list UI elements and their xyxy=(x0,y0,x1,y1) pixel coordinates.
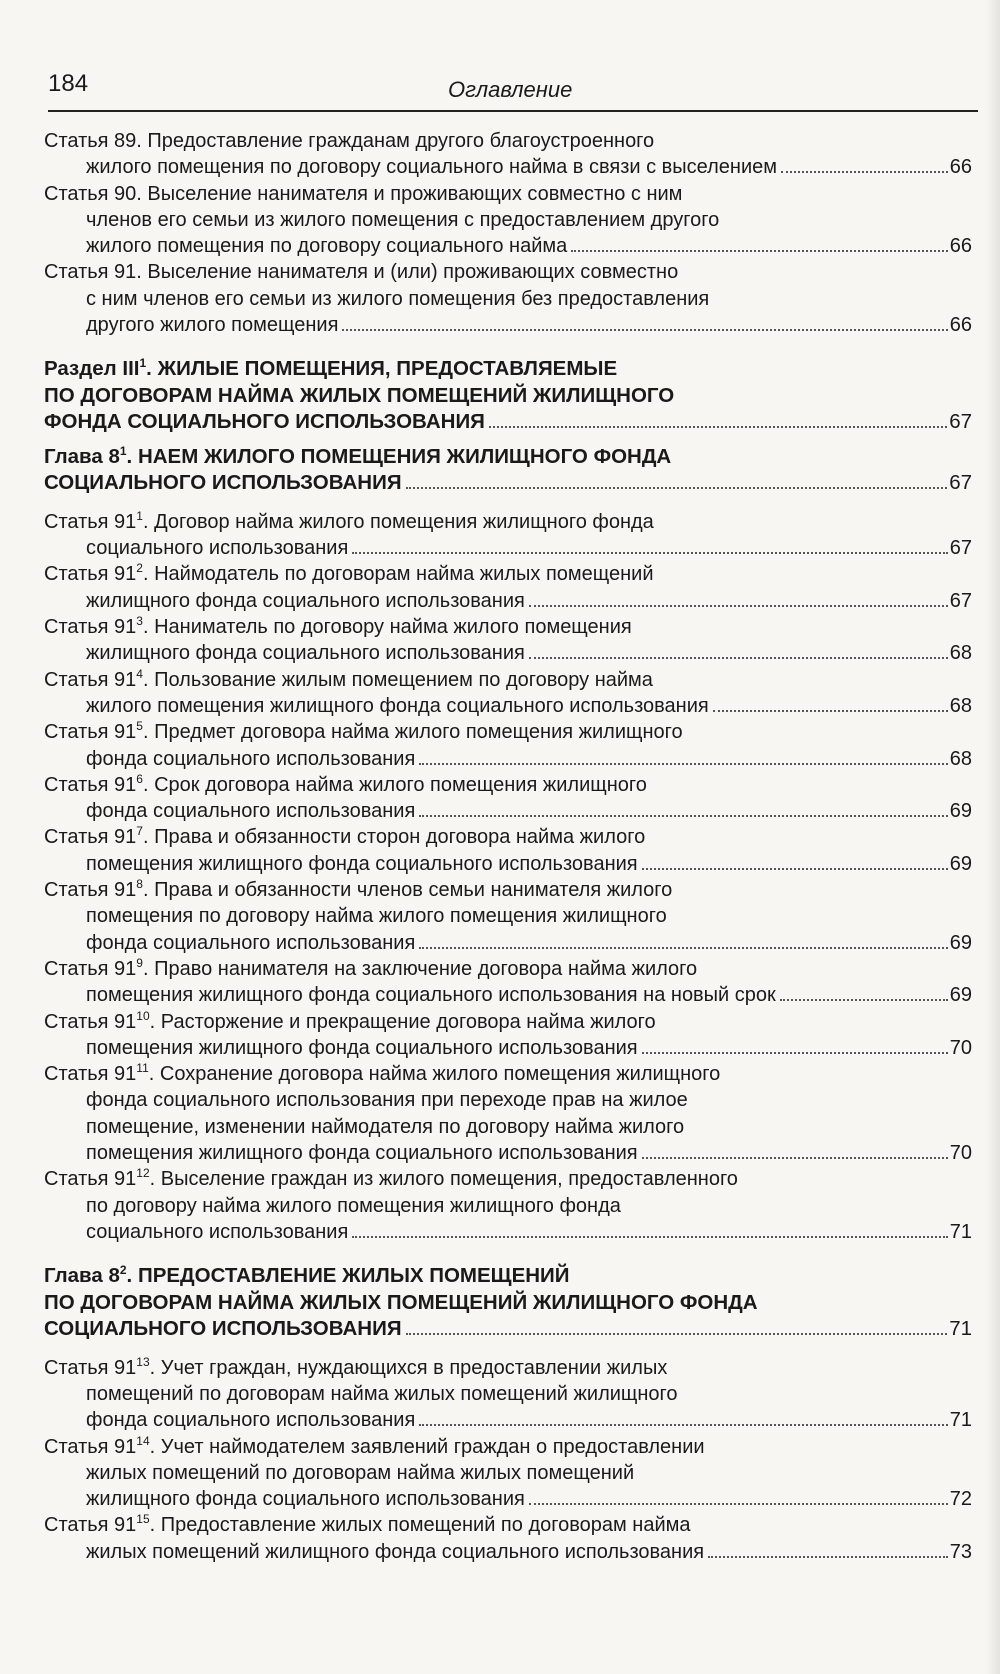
page-ref[interactable]: 66 xyxy=(949,235,972,258)
entry-title-line: Права и обязанности членов семьи нанимателя жилого xyxy=(154,879,673,902)
toc-line xyxy=(44,383,972,410)
entry-title-line: помещения по договору найма жилого помещения жилищного xyxy=(86,905,667,928)
toc-line xyxy=(44,693,972,719)
entry-number: Статья $91^{11}$. xyxy=(44,1061,160,1086)
toc-entry[interactable] xyxy=(44,1061,972,1166)
entry-title-line: ПО ДОГОВОРАМ НАЙМА ЖИЛЫХ ПОМЕЩЕНИЙ ЖИЛИЩНОГО ФОНДА xyxy=(44,1290,758,1314)
toc-line xyxy=(44,746,972,772)
entry-title-line: членов его семьи из жилого помещения с предоставлением другого xyxy=(86,208,720,231)
toc-line xyxy=(44,207,972,233)
entry-superscript: 11 xyxy=(136,1061,149,1076)
page-ref[interactable]: 67 xyxy=(949,410,972,434)
toc-line xyxy=(44,930,972,956)
entry-title-line: по договору найма жилого помещения жилищного фонда xyxy=(86,1194,621,1217)
entry-superscript: 15 xyxy=(136,1512,150,1527)
entry-title-line: жилищного фонда социального использования xyxy=(86,1488,525,1511)
toc-line xyxy=(44,903,972,929)
toc-line xyxy=(44,181,972,207)
entry-number: Глава $8^2$. xyxy=(44,1263,138,1288)
page-ref[interactable]: 69 xyxy=(949,800,972,823)
entry-title-line: ПО ДОГОВОРАМ НАЙМА ЖИЛЫХ ПОМЕЩЕНИЙ ЖИЛИЩНОГО xyxy=(44,383,675,407)
toc-line xyxy=(44,1140,972,1166)
toc-line xyxy=(44,561,972,587)
entry-number: Статья $91^{13}$. xyxy=(44,1354,161,1379)
toc-line xyxy=(44,312,972,338)
entry-number: Статья 89. xyxy=(44,130,148,152)
toc-line xyxy=(44,1407,972,1433)
toc-line xyxy=(44,956,972,982)
toc-line xyxy=(44,982,972,1008)
entry-superscript: 12 xyxy=(136,1166,150,1181)
toc-line xyxy=(44,154,972,180)
dot-leader xyxy=(529,657,948,659)
entry-title-line: помещения жилищного фонда социального использования на новый срок xyxy=(86,984,776,1007)
entry-title-line: помещения жилищного фонда социального использования xyxy=(86,1142,638,1164)
page-ref[interactable]: 66 xyxy=(949,156,972,179)
toc-line xyxy=(44,128,972,154)
toc-entry[interactable] xyxy=(44,614,972,667)
entry-title-line: Наймодатель по договорам найма жилых помещений xyxy=(154,563,654,586)
entry-title-line: ФОНДА СОЦИАЛЬНОГО ИСПОЛЬЗОВАНИЯ xyxy=(44,410,485,434)
entry-title-line: Договор найма жилого помещения жилищного фонда xyxy=(154,510,654,533)
entry-title-line: Пользование жилым помещением по договору найма xyxy=(154,668,653,691)
entry-title-line: с ним членов его семьи из жилого помещения без предоставления xyxy=(86,287,710,310)
toc-entry[interactable] xyxy=(44,1434,972,1513)
entry-superscript: 7 xyxy=(136,824,143,839)
dot-leader xyxy=(419,1424,947,1426)
entry-title-line: ПРЕДОСТАВЛЕНИЕ ЖИЛЫХ ПОМЕЩЕНИЙ xyxy=(137,1264,570,1288)
toc-line xyxy=(44,286,972,312)
entry-number: Статья $91^5$. xyxy=(44,719,155,744)
entry-title-line: СОЦИАЛЬНОГО ИСПОЛЬЗОВАНИЯ xyxy=(44,471,402,495)
toc-line xyxy=(44,851,972,877)
dot-leader xyxy=(529,605,948,607)
dot-leader xyxy=(419,763,947,765)
entry-title-line: Наниматель по договору найма жилого помещения xyxy=(154,616,632,639)
entry-superscript: 4 xyxy=(136,666,143,681)
entry-number: Статья $91^7$. xyxy=(44,824,155,849)
page-ref[interactable]: 70 xyxy=(949,1142,972,1164)
dot-leader xyxy=(642,1157,948,1159)
toc-entry[interactable] xyxy=(44,1355,972,1434)
toc-line xyxy=(44,667,972,693)
toc-line xyxy=(44,1434,972,1460)
entry-number: Глава $8^1$. xyxy=(44,443,138,468)
toc-line xyxy=(44,798,972,824)
toc-line xyxy=(44,535,972,561)
toc-line xyxy=(44,1219,972,1245)
toc-line xyxy=(44,1539,972,1565)
dot-leader xyxy=(489,426,947,428)
entry-title-line: Срок договора найма жилого помещения жилищного xyxy=(154,773,647,796)
dot-leader xyxy=(419,947,947,949)
toc-heading[interactable] xyxy=(44,356,972,436)
entry-number: Статья $91^8$. xyxy=(44,877,155,902)
entry-title-line: Выселение нанимателя и (или) проживающих совместно xyxy=(147,261,679,284)
toc-line xyxy=(44,444,972,471)
toc-line xyxy=(44,409,972,436)
entry-superscript: 10 xyxy=(136,1008,150,1023)
entry-title-line: социального использования xyxy=(86,1220,349,1243)
entry-number: Статья $91^3$. xyxy=(44,614,155,639)
entry-superscript: 6 xyxy=(136,771,143,786)
toc-line xyxy=(44,259,972,285)
entry-title-line: НАЕМ ЖИЛОГО ПОМЕЩЕНИЯ ЖИЛИЩНОГО ФОНДА xyxy=(137,444,672,468)
entry-superscript: 8 xyxy=(136,877,143,892)
dot-leader xyxy=(708,1556,948,1558)
entry-title-line: Учет граждан, нуждающихся в предоставлении жилых xyxy=(160,1356,668,1379)
dot-leader xyxy=(352,1236,947,1238)
entry-title-line: ЖИЛЫЕ ПОМЕЩЕНИЯ, ПРЕДОСТАВЛЯЕМЫЕ xyxy=(157,357,618,381)
page-ref[interactable]: 70 xyxy=(949,1036,972,1059)
entry-title-line: жилищного фонда социального использования xyxy=(86,589,525,612)
toc-entry[interactable] xyxy=(44,1166,972,1245)
toc-line xyxy=(44,877,972,903)
page-ref[interactable]: 67 xyxy=(949,471,972,495)
entry-number: Статья $91^6$. xyxy=(44,771,155,796)
toc-entry[interactable] xyxy=(44,1512,972,1565)
dot-leader xyxy=(419,815,947,817)
toc-line xyxy=(44,1087,972,1113)
toc-line xyxy=(44,1512,972,1538)
toc-line xyxy=(44,640,972,666)
entry-number: Статья $91^{12}$. xyxy=(44,1166,161,1191)
toc-entry[interactable] xyxy=(44,956,972,1009)
page-ref[interactable]: 67 xyxy=(949,589,972,612)
dot-leader xyxy=(342,329,947,331)
dot-leader xyxy=(406,487,948,489)
dot-leader xyxy=(642,1052,948,1054)
page-ref[interactable]: 71 xyxy=(949,1317,972,1341)
table-of-contents xyxy=(44,128,972,1565)
toc-line xyxy=(44,824,972,850)
entry-title-line: фонда социального использования xyxy=(86,747,416,770)
entry-number: Статья $91^1$. xyxy=(44,508,155,533)
entry-title-line: Предоставление жилых помещений по договорам найма xyxy=(160,1514,691,1537)
entry-title-line: помещений по договорам найма жилых помещений жилищного xyxy=(86,1382,678,1405)
entry-title-line: жилых помещений по договорам найма жилых помещений xyxy=(86,1461,635,1484)
entry-title-line: Учет наймодателем заявлений граждан о предоставлении xyxy=(160,1435,705,1458)
entry-title-line: Расторжение и прекращение договора найма жилого xyxy=(160,1010,656,1033)
entry-title-line: Права и обязанности сторон договора найма жилого xyxy=(154,826,646,849)
toc-entry[interactable] xyxy=(44,181,972,260)
entry-superscript: 13 xyxy=(136,1354,150,1369)
toc-line xyxy=(44,1061,972,1087)
toc-line xyxy=(44,1355,972,1381)
toc-line xyxy=(44,1290,972,1317)
page-number: 184 xyxy=(48,70,89,97)
page-ref[interactable]: 71 xyxy=(949,1409,972,1432)
entry-superscript: 1 xyxy=(136,508,143,523)
toc-entry[interactable] xyxy=(44,824,972,877)
toc-line xyxy=(44,509,972,535)
entry-superscript: 9 xyxy=(136,955,143,970)
page-ref[interactable]: 73 xyxy=(949,1540,972,1563)
entry-number: Статья $91^4$. xyxy=(44,666,155,691)
entry-title-line: Сохранение договора найма жилого помещения жилищного xyxy=(159,1063,721,1086)
toc-line xyxy=(44,356,972,383)
toc-entry[interactable] xyxy=(44,772,972,825)
entry-title-line: жилого помещения по договору социального найма xyxy=(86,235,568,258)
dot-leader xyxy=(406,1333,948,1335)
entry-title-line: помещение, изменении наймодателя по договору найма жилого xyxy=(86,1115,685,1138)
entry-title-line: фонда социального использования xyxy=(86,931,416,954)
toc-line xyxy=(44,1460,972,1486)
toc-line xyxy=(44,1035,972,1061)
toc-line xyxy=(44,1263,972,1290)
toc-entry[interactable] xyxy=(44,509,972,562)
entry-title-line: жилого помещения жилищного фонда социального использования xyxy=(86,694,709,717)
toc-line xyxy=(44,1009,972,1035)
toc-line xyxy=(44,588,972,614)
toc-line xyxy=(44,1114,972,1140)
toc-line xyxy=(44,1381,972,1407)
entry-number: Статья 91. xyxy=(44,261,148,284)
entry-title-line: Выселение граждан из жилого помещения, предоставленного xyxy=(160,1168,738,1191)
entry-title-line: социального использования xyxy=(86,537,349,560)
entry-title-line: жилого помещения по договору социального найма в связи с выселением xyxy=(86,156,778,179)
toc-entry[interactable] xyxy=(44,877,972,956)
toc-entry[interactable] xyxy=(44,259,972,338)
dot-leader xyxy=(642,868,948,870)
entry-title-line: помещения жилищного фонда социального использования xyxy=(86,1036,638,1059)
entry-number: Статья 90. xyxy=(44,182,148,205)
page-ref[interactable]: 68 xyxy=(949,694,972,717)
entry-title-line: фонда социального использования xyxy=(86,800,416,823)
entry-title-line: жилищного фонда социального использования xyxy=(86,642,525,665)
dot-leader xyxy=(781,171,948,173)
entry-number: Раздел III$^1$. xyxy=(44,356,158,381)
page-ref[interactable]: 68 xyxy=(949,747,972,770)
page-ref[interactable]: 72 xyxy=(949,1488,972,1511)
entry-superscript: 1 xyxy=(139,356,147,371)
entry-number: Статья $91^{14}$. xyxy=(44,1433,161,1458)
entry-title-line: фонда социального использования при переходе прав на жилое xyxy=(86,1089,688,1112)
toc-heading[interactable] xyxy=(44,444,972,497)
toc-line xyxy=(44,772,972,798)
toc-line xyxy=(44,233,972,259)
toc-line xyxy=(44,1486,972,1512)
running-title: Оглавление xyxy=(448,77,573,102)
dot-leader xyxy=(529,1503,948,1505)
page-ref[interactable]: 69 xyxy=(949,931,972,954)
toc-line xyxy=(44,1166,972,1192)
entry-number: Статья $91^{15}$. xyxy=(44,1512,161,1537)
toc-line xyxy=(44,470,972,497)
entry-title-line: фонда социального использования xyxy=(86,1409,416,1432)
dot-leader xyxy=(352,552,947,554)
entry-title-line: Выселение нанимателя и проживающих совместно с ним xyxy=(147,182,683,205)
entry-number: Статья $91^2$. xyxy=(44,561,155,586)
page-ref[interactable]: 71 xyxy=(949,1220,972,1243)
page-ref[interactable]: 66 xyxy=(949,314,972,337)
page-ref[interactable]: 69 xyxy=(949,984,972,1007)
entry-title-line: помещения жилищного фонда социального использования xyxy=(86,852,638,875)
entry-superscript: 2 xyxy=(136,561,143,576)
toc-line xyxy=(44,1193,972,1219)
entry-superscript: 5 xyxy=(136,719,143,734)
toc-entry[interactable] xyxy=(44,1009,972,1062)
dot-leader xyxy=(780,999,948,1001)
entry-superscript: 14 xyxy=(136,1433,150,1448)
entry-title-line: Право нанимателя на заключение договора найма жилого xyxy=(154,957,698,980)
entry-title-line: жилых помещений жилищного фонда социального использования xyxy=(86,1540,705,1563)
entry-number: Статья $91^{10}$. xyxy=(44,1008,161,1033)
dot-leader xyxy=(713,710,948,712)
toc-entry[interactable] xyxy=(44,719,972,772)
entry-title-line: Предоставление гражданам другого благоустроенного xyxy=(147,130,655,152)
toc-heading[interactable] xyxy=(44,1263,972,1343)
running-header xyxy=(48,64,978,112)
page-ref[interactable]: 67 xyxy=(949,537,972,560)
entry-title-line: СОЦИАЛЬНОГО ИСПОЛЬЗОВАНИЯ xyxy=(44,1317,402,1341)
dot-leader xyxy=(571,250,948,252)
entry-superscript: 2 xyxy=(119,1263,127,1278)
toc-line xyxy=(44,614,972,640)
toc-line xyxy=(44,719,972,745)
entry-title-line: Предмет договора найма жилого помещения жилищного xyxy=(154,721,683,744)
page-ref[interactable]: 69 xyxy=(949,852,972,875)
toc-entry[interactable] xyxy=(44,561,972,614)
entry-superscript: 3 xyxy=(136,614,143,629)
entry-number: Статья $91^9$. xyxy=(44,955,155,980)
entry-title-line: другого жилого помещения xyxy=(86,314,339,337)
toc-entry[interactable] xyxy=(44,667,972,720)
entry-superscript: 1 xyxy=(119,443,127,458)
page-ref[interactable]: 68 xyxy=(949,642,972,665)
toc-line xyxy=(44,1316,972,1343)
toc-entry[interactable] xyxy=(44,128,972,181)
